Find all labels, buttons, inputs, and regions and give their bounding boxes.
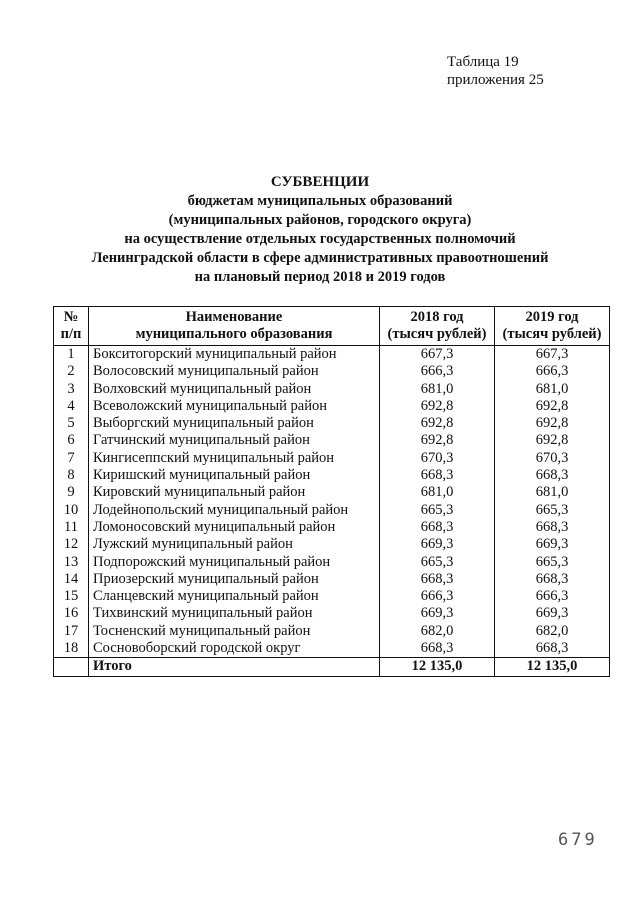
table-row bbox=[54, 502, 610, 519]
row-municipality-name: Всеволожский муниципальный район bbox=[89, 398, 380, 415]
row-number: 13 bbox=[54, 554, 89, 571]
title-line-2: бюджетам муниципальных образований bbox=[187, 193, 453, 209]
row-number: 7 bbox=[54, 450, 89, 467]
table-row bbox=[54, 398, 610, 415]
row-value-2019: 681,0 bbox=[495, 484, 610, 501]
row-municipality-name: Приозерский муниципальный район bbox=[89, 571, 380, 588]
row-number: 4 bbox=[54, 398, 89, 415]
row-value-2019: 681,0 bbox=[495, 381, 610, 398]
row-number: 9 bbox=[54, 484, 89, 501]
row-municipality-name: Бокситогорский муниципальный район bbox=[89, 346, 380, 364]
header-num-line-2: п/п bbox=[60, 326, 82, 342]
row-value-2018: 669,3 bbox=[380, 536, 495, 553]
reference-line-1: Таблица 19 bbox=[447, 54, 519, 70]
row-value-2019: 666,3 bbox=[495, 363, 610, 380]
row-value-2019: 668,3 bbox=[495, 467, 610, 484]
row-municipality-name: Подпорожский муниципальный район bbox=[89, 554, 380, 571]
header-2019-line-2: (тысяч рублей) bbox=[502, 326, 602, 342]
row-value-2018: 668,3 bbox=[380, 640, 495, 658]
row-value-2018: 692,8 bbox=[380, 432, 495, 449]
table-row bbox=[54, 467, 610, 484]
row-value-2018: 682,0 bbox=[380, 623, 495, 640]
row-municipality-name: Лодейнопольский муниципальный район bbox=[89, 502, 380, 519]
header-2018-line-2: (тысяч рублей) bbox=[387, 326, 487, 342]
document-title bbox=[0, 173, 640, 287]
row-value-2018: 665,3 bbox=[380, 554, 495, 571]
row-municipality-name: Выборгский муниципальный район bbox=[89, 415, 380, 432]
row-value-2018: 668,3 bbox=[380, 467, 495, 484]
total-num-cell bbox=[54, 658, 89, 676]
table-row bbox=[54, 363, 610, 380]
row-value-2018: 666,3 bbox=[380, 588, 495, 605]
header-name-line-1: Наименование bbox=[185, 309, 283, 325]
total-row bbox=[54, 658, 610, 676]
table-row bbox=[54, 519, 610, 536]
row-value-2019: 670,3 bbox=[495, 450, 610, 467]
table-row bbox=[54, 640, 610, 658]
row-number: 6 bbox=[54, 432, 89, 449]
row-value-2019: 665,3 bbox=[495, 502, 610, 519]
row-value-2018: 681,0 bbox=[380, 381, 495, 398]
total-label: Итого bbox=[89, 658, 380, 676]
table-reference bbox=[447, 53, 544, 89]
row-number: 1 bbox=[54, 346, 89, 364]
row-value-2019: 669,3 bbox=[495, 536, 610, 553]
header-2018 bbox=[380, 307, 495, 346]
row-value-2018: 692,8 bbox=[380, 398, 495, 415]
row-municipality-name: Сосновоборский городской округ bbox=[89, 640, 380, 658]
row-number: 16 bbox=[54, 605, 89, 622]
row-municipality-name: Тихвинский муниципальный район bbox=[89, 605, 380, 622]
row-value-2018: 669,3 bbox=[380, 605, 495, 622]
table-row bbox=[54, 381, 610, 398]
row-value-2019: 668,3 bbox=[495, 640, 610, 658]
row-value-2018: 666,3 bbox=[380, 363, 495, 380]
row-municipality-name: Ломоносовский муниципальный район bbox=[89, 519, 380, 536]
table-row bbox=[54, 571, 610, 588]
row-number: 3 bbox=[54, 381, 89, 398]
table-row bbox=[54, 415, 610, 432]
row-value-2018: 692,8 bbox=[380, 415, 495, 432]
header-num bbox=[54, 307, 89, 346]
title-line-1: СУБВЕНЦИИ bbox=[270, 174, 370, 190]
header-2019 bbox=[495, 307, 610, 346]
reference-line-2: приложения 25 bbox=[447, 72, 544, 88]
row-municipality-name: Киришский муниципальный район bbox=[89, 467, 380, 484]
row-number: 15 bbox=[54, 588, 89, 605]
row-municipality-name: Лужский муниципальный район bbox=[89, 536, 380, 553]
row-number: 8 bbox=[54, 467, 89, 484]
row-value-2019: 665,3 bbox=[495, 554, 610, 571]
subventions-table bbox=[53, 306, 610, 677]
title-line-3: (муниципальных районов, городского округа) bbox=[168, 212, 472, 228]
row-municipality-name: Кировский муниципальный район bbox=[89, 484, 380, 501]
row-value-2018: 667,3 bbox=[380, 346, 495, 364]
row-number: 10 bbox=[54, 502, 89, 519]
table-row bbox=[54, 536, 610, 553]
row-number: 17 bbox=[54, 623, 89, 640]
title-line-6: на плановый период 2018 и 2019 годов bbox=[194, 269, 446, 285]
row-value-2018: 670,3 bbox=[380, 450, 495, 467]
row-municipality-name: Гатчинский муниципальный район bbox=[89, 432, 380, 449]
total-2018: 12 135,0 bbox=[380, 658, 495, 676]
row-municipality-name: Волосовский муниципальный район bbox=[89, 363, 380, 380]
row-number: 5 bbox=[54, 415, 89, 432]
row-number: 14 bbox=[54, 571, 89, 588]
table-row bbox=[54, 450, 610, 467]
row-municipality-name: Тосненский муниципальный район bbox=[89, 623, 380, 640]
page-number: 679 bbox=[558, 830, 598, 850]
row-number: 12 bbox=[54, 536, 89, 553]
header-2019-line-1: 2019 год bbox=[525, 309, 579, 325]
total-2019: 12 135,0 bbox=[495, 658, 610, 676]
header-name-line-2: муниципального образования bbox=[135, 326, 333, 342]
table-row bbox=[54, 588, 610, 605]
row-value-2019: 667,3 bbox=[495, 346, 610, 364]
table-row bbox=[54, 484, 610, 501]
row-value-2019: 668,3 bbox=[495, 571, 610, 588]
row-municipality-name: Кингисеппский муниципальный район bbox=[89, 450, 380, 467]
row-value-2019: 682,0 bbox=[495, 623, 610, 640]
row-number: 11 bbox=[54, 519, 89, 536]
row-value-2018: 668,3 bbox=[380, 571, 495, 588]
row-value-2019: 669,3 bbox=[495, 605, 610, 622]
table-row bbox=[54, 623, 610, 640]
table-row bbox=[54, 432, 610, 449]
header-num-line-1: № bbox=[63, 309, 79, 325]
table-row bbox=[54, 554, 610, 571]
table-header bbox=[54, 307, 610, 346]
row-value-2019: 692,8 bbox=[495, 432, 610, 449]
row-value-2018: 668,3 bbox=[380, 519, 495, 536]
row-number: 2 bbox=[54, 363, 89, 380]
header-name bbox=[89, 307, 380, 346]
row-value-2019: 666,3 bbox=[495, 588, 610, 605]
table-row bbox=[54, 605, 610, 622]
table-row bbox=[54, 346, 610, 364]
row-value-2018: 681,0 bbox=[380, 484, 495, 501]
row-municipality-name: Сланцевский муниципальный район bbox=[89, 588, 380, 605]
row-value-2019: 692,8 bbox=[495, 398, 610, 415]
title-line-4: на осуществление отдельных государственных полномочий bbox=[124, 231, 516, 247]
row-value-2019: 668,3 bbox=[495, 519, 610, 536]
title-line-5: Ленинградской области в сфере административных правоотношений bbox=[91, 250, 549, 266]
table-body bbox=[54, 346, 610, 658]
row-value-2018: 665,3 bbox=[380, 502, 495, 519]
row-municipality-name: Волховский муниципальный район bbox=[89, 381, 380, 398]
header-2018-line-1: 2018 год bbox=[410, 309, 464, 325]
row-number: 18 bbox=[54, 640, 89, 658]
row-value-2019: 692,8 bbox=[495, 415, 610, 432]
